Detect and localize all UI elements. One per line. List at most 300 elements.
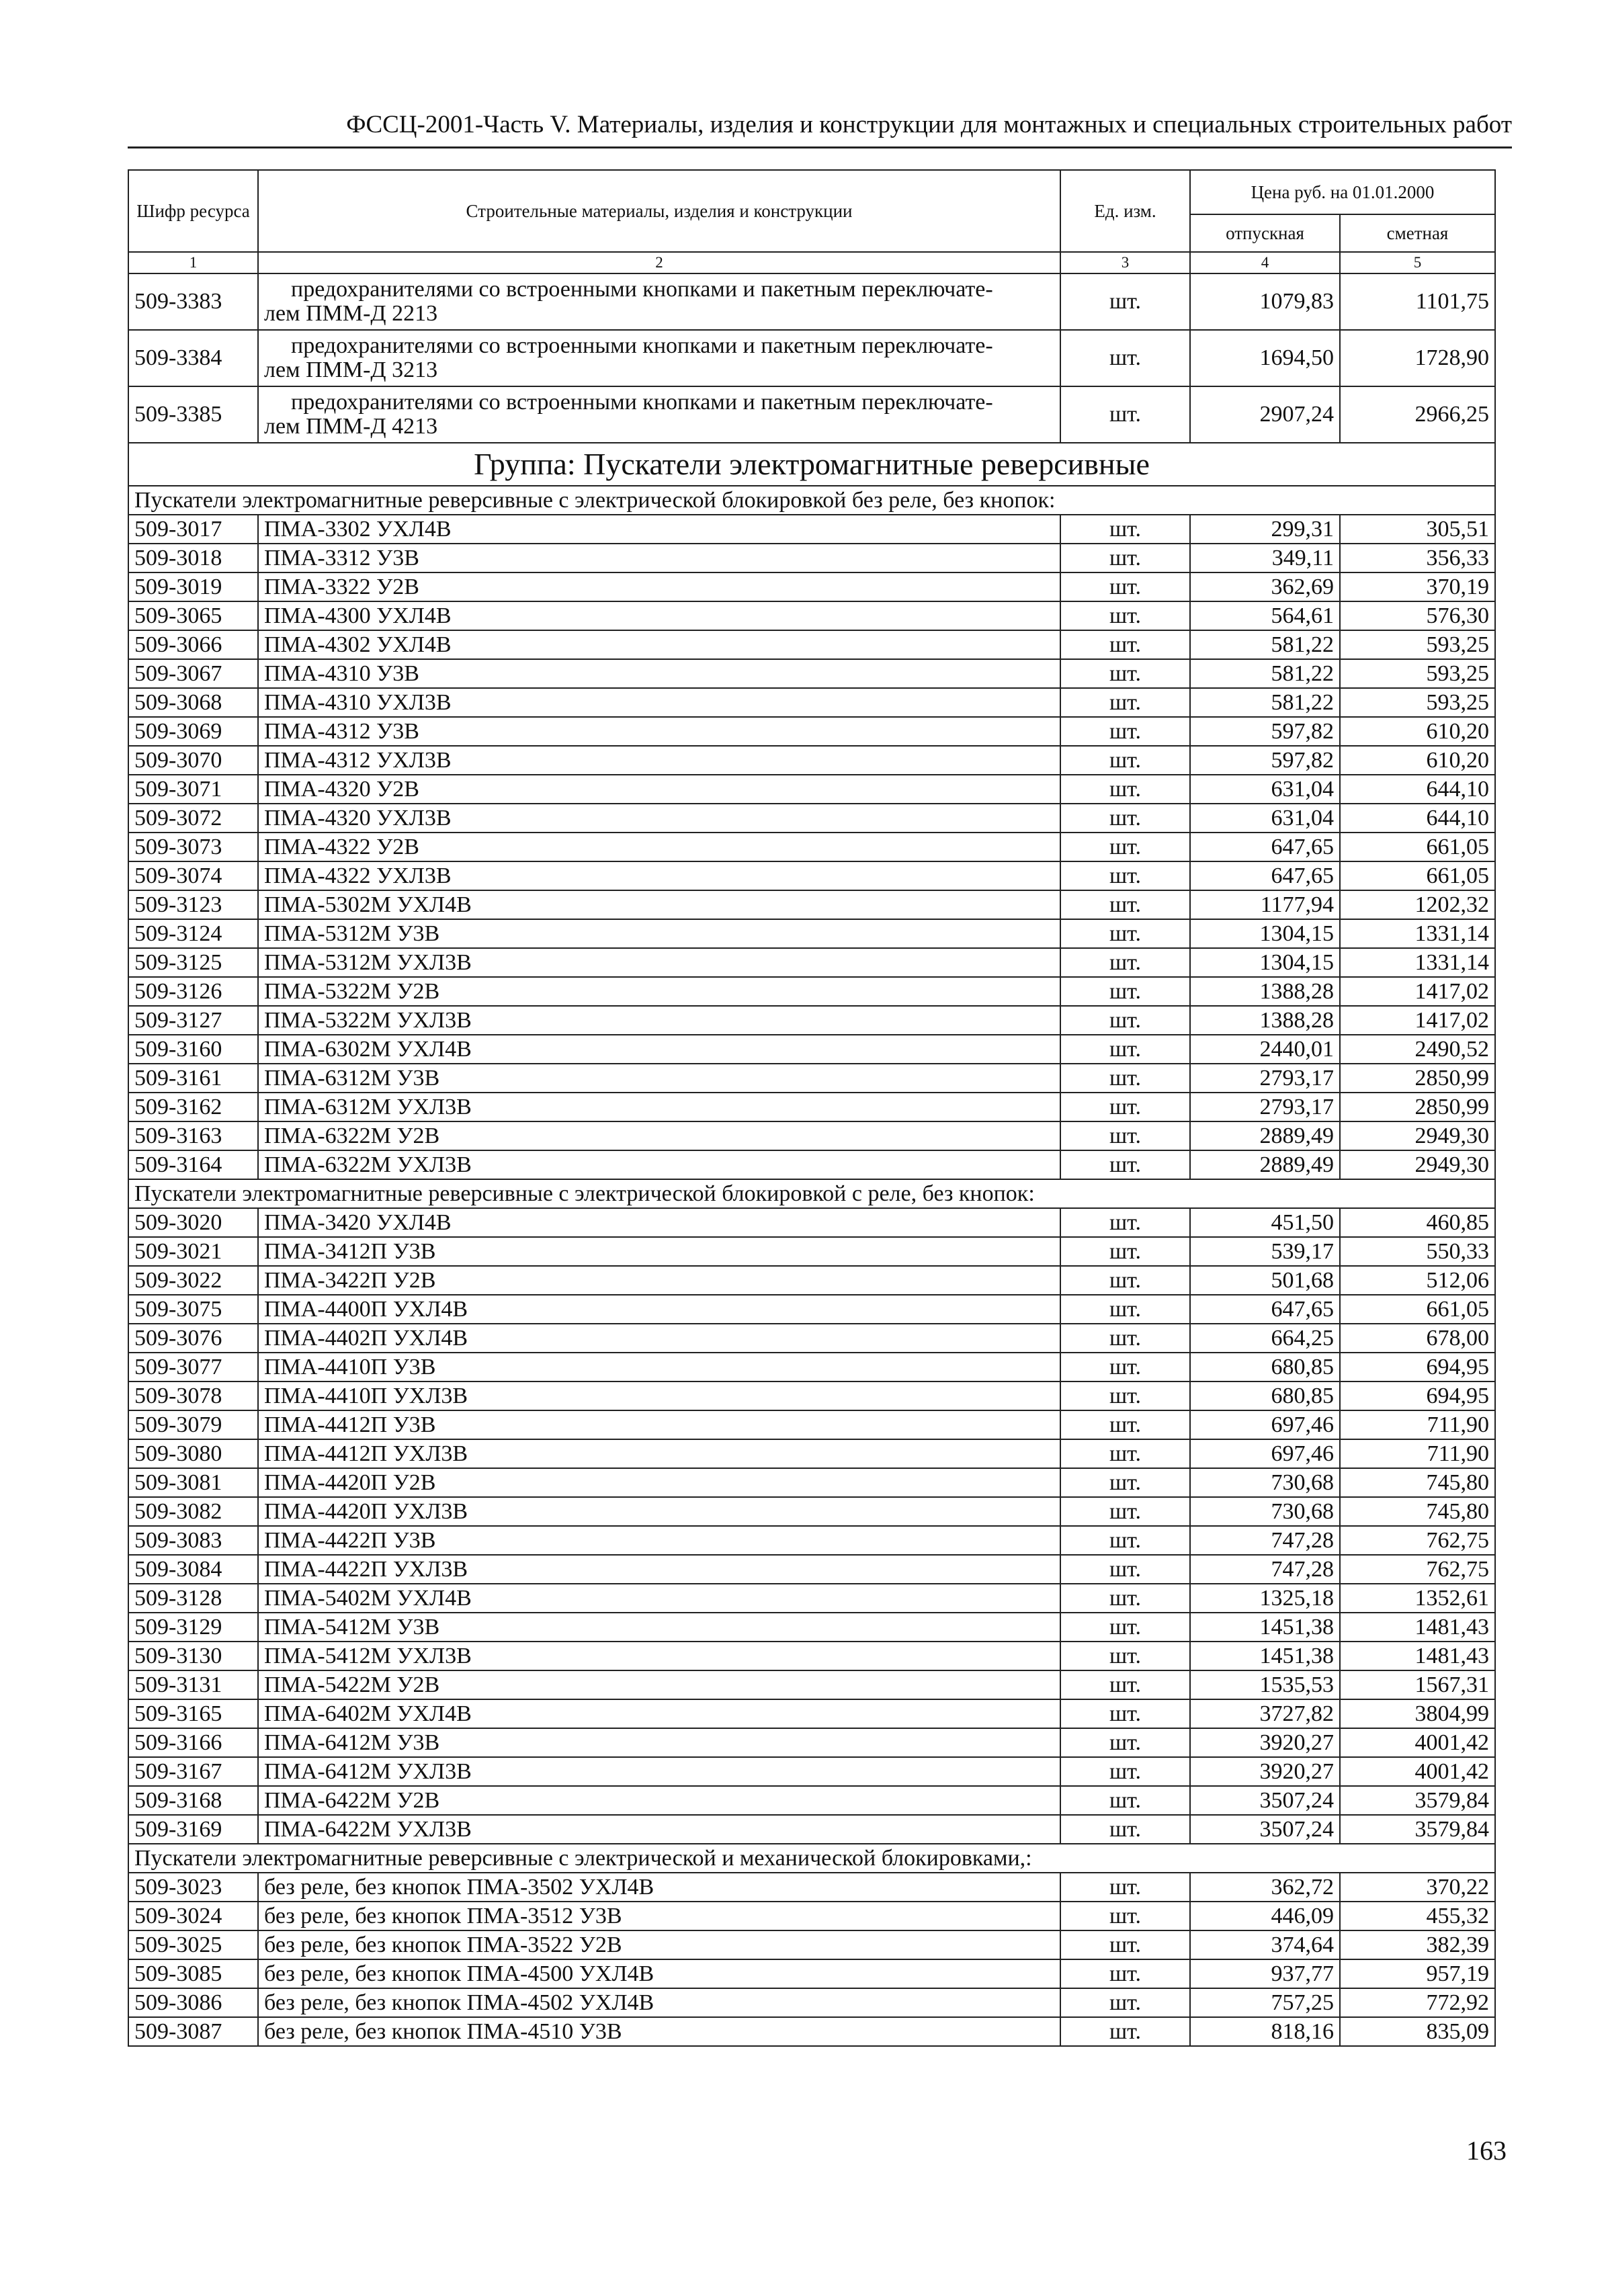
release-price: 446,09	[1190, 1902, 1340, 1930]
subgroup-row	[128, 1179, 1495, 1208]
estimate-price: 762,75	[1340, 1555, 1495, 1584]
release-price: 581,22	[1190, 630, 1340, 659]
table-row	[128, 688, 1495, 717]
subgroup-title: Пускатели электромагнитные реверсивные с электрической блокировкой с реле, без кнопок:	[128, 1179, 1495, 1208]
estimate-price: 3579,84	[1340, 1786, 1495, 1815]
material-name: ПМА-4312 У3В	[258, 717, 1060, 746]
unit: шт.	[1060, 1699, 1190, 1728]
release-price: 1325,18	[1190, 1584, 1340, 1613]
estimate-price: 455,32	[1340, 1902, 1495, 1930]
estimate-price: 576,30	[1340, 601, 1495, 630]
estimate-price: 694,95	[1340, 1381, 1495, 1410]
release-price: 747,28	[1190, 1526, 1340, 1555]
estimate-price: 957,19	[1340, 1959, 1495, 1988]
resource-code: 509-3018	[128, 544, 258, 572]
release-price: 1177,94	[1190, 890, 1340, 919]
unit: шт.	[1060, 977, 1190, 1006]
estimate-price: 1202,32	[1340, 890, 1495, 919]
material-name: ПМА-4410П УХЛ3В	[258, 1381, 1060, 1410]
running-header: ФССЦ-2001-Часть V. Материалы, изделия и конструкции для монтажных и специальных строительных работ	[128, 106, 1512, 148]
estimate-price: 1101,75	[1340, 273, 1495, 330]
release-price: 697,46	[1190, 1439, 1340, 1468]
col-number: 5	[1340, 252, 1495, 273]
material-name: без реле, без кнопок ПМА-3512 У3В	[258, 1902, 1060, 1930]
release-price: 451,50	[1190, 1208, 1340, 1237]
material-name: ПМА-3322 У2В	[258, 572, 1060, 601]
resource-code: 509-3082	[128, 1497, 258, 1526]
table-row	[128, 1584, 1495, 1613]
resource-code: 509-3084	[128, 1555, 258, 1584]
material-name: ПМА-4322 УХЛ3В	[258, 861, 1060, 890]
unit: шт.	[1060, 1815, 1190, 1844]
estimate-price: 3579,84	[1340, 1815, 1495, 1844]
material-name: ПМА-4422П УХЛ3В	[258, 1555, 1060, 1584]
material-name: ПМА-6322М У2В	[258, 1121, 1060, 1150]
material-name-line: лем ПММ-Д 3213	[264, 357, 438, 382]
estimate-price: 4001,42	[1340, 1728, 1495, 1757]
resource-code: 509-3067	[128, 659, 258, 688]
resource-code: 509-3077	[128, 1353, 258, 1381]
material-name: ПМА-4400П УХЛ4В	[258, 1295, 1060, 1324]
table-row	[128, 1064, 1495, 1093]
release-price: 3920,27	[1190, 1728, 1340, 1757]
unit: шт.	[1060, 1324, 1190, 1353]
estimate-price: 835,09	[1340, 2017, 1495, 2046]
estimate-price: 593,25	[1340, 630, 1495, 659]
estimate-price: 610,20	[1340, 717, 1495, 746]
material-name: ПМА-6312М У3В	[258, 1064, 1060, 1093]
release-price: 1388,28	[1190, 1006, 1340, 1035]
release-price: 597,82	[1190, 717, 1340, 746]
unit: шт.	[1060, 1468, 1190, 1497]
table-row	[128, 1035, 1495, 1064]
estimate-price: 370,22	[1340, 1873, 1495, 1902]
table-row	[128, 948, 1495, 977]
resource-code: 509-3074	[128, 861, 258, 890]
resource-code: 509-3081	[128, 1468, 258, 1497]
material-name: ПМА-4420П УХЛ3В	[258, 1497, 1060, 1526]
estimate-price: 678,00	[1340, 1324, 1495, 1353]
estimate-price: 644,10	[1340, 804, 1495, 833]
release-price: 1304,15	[1190, 919, 1340, 948]
unit: шт.	[1060, 1295, 1190, 1324]
material-name: без реле, без кнопок ПМА-3502 УХЛ4В	[258, 1873, 1060, 1902]
resource-code: 509-3025	[128, 1930, 258, 1959]
table-row	[128, 1642, 1495, 1670]
release-price: 3920,27	[1190, 1757, 1340, 1786]
estimate-price: 305,51	[1340, 515, 1495, 544]
unit: шт.	[1060, 1670, 1190, 1699]
material-name: ПМА-3420 УХЛ4В	[258, 1208, 1060, 1237]
unit: шт.	[1060, 1093, 1190, 1121]
resource-code: 509-3385	[128, 386, 258, 443]
unit: шт.	[1060, 833, 1190, 861]
release-price: 647,65	[1190, 833, 1340, 861]
table-row	[128, 890, 1495, 919]
estimate-price: 1417,02	[1340, 977, 1495, 1006]
table-row	[128, 717, 1495, 746]
table-row	[128, 630, 1495, 659]
material-name: ПМА-5412М УХЛ3В	[258, 1642, 1060, 1670]
estimate-price: 1481,43	[1340, 1613, 1495, 1642]
table-row	[128, 804, 1495, 833]
subgroup-row	[128, 1844, 1495, 1873]
unit: шт.	[1060, 1208, 1190, 1237]
release-price: 680,85	[1190, 1381, 1340, 1410]
release-price: 647,65	[1190, 1295, 1340, 1324]
estimate-price: 370,19	[1340, 572, 1495, 601]
release-price: 2907,24	[1190, 386, 1340, 443]
table-row	[128, 1670, 1495, 1699]
subgroup-title: Пускатели электромагнитные реверсивные с электрической и механической блокировками,:	[128, 1844, 1495, 1873]
release-price: 581,22	[1190, 688, 1340, 717]
material-name: ПМА-6312М УХЛ3В	[258, 1093, 1060, 1121]
unit: шт.	[1060, 1613, 1190, 1642]
resource-code: 509-3073	[128, 833, 258, 861]
table-row	[128, 1555, 1495, 1584]
col-number: 3	[1060, 252, 1190, 273]
material-name: ПМА-4310 У3В	[258, 659, 1060, 688]
resource-code: 509-3130	[128, 1642, 258, 1670]
col-number: 4	[1190, 252, 1340, 273]
unit: шт.	[1060, 601, 1190, 630]
material-name: ПМА-4410П У3В	[258, 1353, 1060, 1381]
material-name-line: лем ПММ-Д 4213	[264, 414, 438, 439]
material-name: ПМА-5412М У3В	[258, 1613, 1060, 1642]
col-header-unit: Ед. изм.	[1060, 170, 1190, 252]
unit: шт.	[1060, 1064, 1190, 1093]
resource-code: 509-3021	[128, 1237, 258, 1266]
table-row	[128, 1237, 1495, 1266]
release-price: 2889,49	[1190, 1150, 1340, 1179]
table-row	[128, 1613, 1495, 1642]
estimate-price: 1728,90	[1340, 330, 1495, 386]
material-name: ПМА-4310 УХЛ3В	[258, 688, 1060, 717]
release-price: 362,69	[1190, 572, 1340, 601]
subgroup-title: Пускатели электромагнитные реверсивные с электрической блокировкой без реле, без кнопок:	[128, 486, 1495, 515]
material-name-line: лем ПММ-Д 2213	[264, 301, 438, 326]
estimate-price: 772,92	[1340, 1988, 1495, 2017]
estimate-price: 356,33	[1340, 544, 1495, 572]
estimate-price: 1331,14	[1340, 948, 1495, 977]
resource-code: 509-3087	[128, 2017, 258, 2046]
unit: шт.	[1060, 1873, 1190, 1902]
estimate-price: 644,10	[1340, 775, 1495, 804]
resource-code: 509-3076	[128, 1324, 258, 1353]
table-row	[128, 1324, 1495, 1353]
estimate-price: 2966,25	[1340, 386, 1495, 443]
material-name-line: предохранителями со встроенными кнопками и пакетным переключате-	[291, 277, 993, 302]
material-name	[258, 330, 1060, 386]
group-row	[128, 443, 1495, 486]
release-price: 564,61	[1190, 601, 1340, 630]
release-price: 680,85	[1190, 1353, 1340, 1381]
estimate-price: 1331,14	[1340, 919, 1495, 948]
estimate-price: 1481,43	[1340, 1642, 1495, 1670]
material-name: ПМА-3302 УХЛ4В	[258, 515, 1060, 544]
material-name: ПМА-4312 УХЛ3В	[258, 746, 1060, 775]
material-name: ПМА-6302М УХЛ4В	[258, 1035, 1060, 1064]
unit: шт.	[1060, 659, 1190, 688]
unit: шт.	[1060, 919, 1190, 948]
resource-code: 509-3128	[128, 1584, 258, 1613]
material-name: ПМА-6402М УХЛ4В	[258, 1699, 1060, 1728]
table-row	[128, 1006, 1495, 1035]
table-row	[128, 1093, 1495, 1121]
resource-code: 509-3123	[128, 890, 258, 919]
resource-code: 509-3163	[128, 1121, 258, 1150]
release-price: 501,68	[1190, 1266, 1340, 1295]
resource-code: 509-3164	[128, 1150, 258, 1179]
release-price: 597,82	[1190, 746, 1340, 775]
estimate-price: 1567,31	[1340, 1670, 1495, 1699]
release-price: 730,68	[1190, 1497, 1340, 1526]
estimate-price: 2850,99	[1340, 1064, 1495, 1093]
unit: шт.	[1060, 717, 1190, 746]
table-row	[128, 601, 1495, 630]
release-price: 697,46	[1190, 1410, 1340, 1439]
material-name: ПМА-6422М У2В	[258, 1786, 1060, 1815]
estimate-price: 2490,52	[1340, 1035, 1495, 1064]
unit: шт.	[1060, 861, 1190, 890]
resource-code: 509-3126	[128, 977, 258, 1006]
col-number: 2	[258, 252, 1060, 273]
material-name: ПМА-4420П У2В	[258, 1468, 1060, 1497]
unit: шт.	[1060, 1381, 1190, 1410]
release-price: 730,68	[1190, 1468, 1340, 1497]
unit: шт.	[1060, 1584, 1190, 1613]
table-row	[128, 1266, 1495, 1295]
table-row	[128, 1699, 1495, 1728]
unit: шт.	[1060, 1526, 1190, 1555]
unit: шт.	[1060, 1555, 1190, 1584]
unit: шт.	[1060, 1439, 1190, 1468]
material-name: без реле, без кнопок ПМА-3522 У2В	[258, 1930, 1060, 1959]
material-name: ПМА-6322М УХЛ3В	[258, 1150, 1060, 1179]
resource-code: 509-3075	[128, 1295, 258, 1324]
unit: шт.	[1060, 1988, 1190, 2017]
col-header-price: Цена руб. на 01.01.2000	[1190, 170, 1495, 214]
table-row	[128, 572, 1495, 601]
table-row	[128, 977, 1495, 1006]
material-name: ПМА-4402П УХЛ4В	[258, 1324, 1060, 1353]
table-row	[128, 1410, 1495, 1439]
resource-code: 509-3069	[128, 717, 258, 746]
release-price: 1304,15	[1190, 948, 1340, 977]
unit: шт.	[1060, 572, 1190, 601]
unit: шт.	[1060, 273, 1190, 330]
resource-code: 509-3020	[128, 1208, 258, 1237]
material-name: ПМА-4320 УХЛ3В	[258, 804, 1060, 833]
table-row	[128, 1526, 1495, 1555]
subgroup-row	[128, 486, 1495, 515]
release-price: 747,28	[1190, 1555, 1340, 1584]
table-row	[128, 1208, 1495, 1237]
table-row	[128, 1295, 1495, 1324]
unit: шт.	[1060, 746, 1190, 775]
estimate-price: 1417,02	[1340, 1006, 1495, 1035]
material-name: ПМА-4422П У3В	[258, 1526, 1060, 1555]
unit: шт.	[1060, 688, 1190, 717]
table-row	[128, 1728, 1495, 1757]
unit: шт.	[1060, 1959, 1190, 1988]
resource-code: 509-3166	[128, 1728, 258, 1757]
resource-code: 509-3168	[128, 1786, 258, 1815]
unit: шт.	[1060, 1642, 1190, 1670]
estimate-price: 711,90	[1340, 1410, 1495, 1439]
table-row	[128, 1959, 1495, 1988]
resource-code: 509-3068	[128, 688, 258, 717]
unit: шт.	[1060, 630, 1190, 659]
unit: шт.	[1060, 890, 1190, 919]
estimate-price: 3804,99	[1340, 1699, 1495, 1728]
table-row	[128, 273, 1495, 330]
release-price: 2889,49	[1190, 1121, 1340, 1150]
material-name: ПМА-6422М УХЛ3В	[258, 1815, 1060, 1844]
material-name: ПМА-3412П У3В	[258, 1237, 1060, 1266]
material-name: ПМА-4322 У2В	[258, 833, 1060, 861]
table-row	[128, 2017, 1495, 2046]
release-price: 3507,24	[1190, 1815, 1340, 1844]
resource-code: 509-3017	[128, 515, 258, 544]
release-price: 3727,82	[1190, 1699, 1340, 1728]
table-row	[128, 1353, 1495, 1381]
release-price: 1451,38	[1190, 1613, 1340, 1642]
table-row	[128, 746, 1495, 775]
resource-code: 509-3384	[128, 330, 258, 386]
resource-code: 509-3086	[128, 1988, 258, 2017]
resource-code: 509-3127	[128, 1006, 258, 1035]
unit: шт.	[1060, 1497, 1190, 1526]
release-price: 2793,17	[1190, 1064, 1340, 1093]
estimate-price: 661,05	[1340, 861, 1495, 890]
material-name: без реле, без кнопок ПМА-4510 У3В	[258, 2017, 1060, 2046]
material-name: ПМА-4412П У3В	[258, 1410, 1060, 1439]
resource-code: 509-3065	[128, 601, 258, 630]
release-price: 299,31	[1190, 515, 1340, 544]
material-name: ПМА-6412М У3В	[258, 1728, 1060, 1757]
release-price: 349,11	[1190, 544, 1340, 572]
estimate-price: 593,25	[1340, 688, 1495, 717]
unit: шт.	[1060, 1410, 1190, 1439]
table-row	[128, 386, 1495, 443]
resource-code: 509-3070	[128, 746, 258, 775]
unit: шт.	[1060, 1786, 1190, 1815]
col-number: 1	[128, 252, 258, 273]
resource-code: 509-3080	[128, 1439, 258, 1468]
estimate-price: 711,90	[1340, 1439, 1495, 1468]
release-price: 2440,01	[1190, 1035, 1340, 1064]
unit: шт.	[1060, 804, 1190, 833]
table-row	[128, 1902, 1495, 1930]
resource-code: 509-3165	[128, 1699, 258, 1728]
estimate-price: 694,95	[1340, 1353, 1495, 1381]
material-name: без реле, без кнопок ПМА-4502 УХЛ4В	[258, 1988, 1060, 2017]
unit: шт.	[1060, 515, 1190, 544]
table-row	[128, 833, 1495, 861]
estimate-price: 745,80	[1340, 1468, 1495, 1497]
release-price: 1535,53	[1190, 1670, 1340, 1699]
table-row	[128, 1815, 1495, 1844]
table-row	[128, 1873, 1495, 1902]
release-price: 362,72	[1190, 1873, 1340, 1902]
unit: шт.	[1060, 544, 1190, 572]
release-price: 1694,50	[1190, 330, 1340, 386]
table-row	[128, 544, 1495, 572]
material-name: ПМА-4320 У2В	[258, 775, 1060, 804]
resource-code: 509-3078	[128, 1381, 258, 1410]
table-row	[128, 1497, 1495, 1526]
unit: шт.	[1060, 1237, 1190, 1266]
estimate-price: 762,75	[1340, 1526, 1495, 1555]
col-header-estimate: сметная	[1340, 214, 1495, 252]
resource-code: 509-3022	[128, 1266, 258, 1295]
estimate-price: 661,05	[1340, 1295, 1495, 1324]
release-price: 937,77	[1190, 1959, 1340, 1988]
table-row	[128, 1930, 1495, 1959]
release-price: 818,16	[1190, 2017, 1340, 2046]
material-name: ПМА-5322М УХЛ3В	[258, 1006, 1060, 1035]
release-price: 3507,24	[1190, 1786, 1340, 1815]
estimate-price: 2949,30	[1340, 1150, 1495, 1179]
material-name: ПМА-5312М УХЛ3В	[258, 948, 1060, 977]
unit: шт.	[1060, 1121, 1190, 1150]
table-row	[128, 919, 1495, 948]
material-name: ПМА-6412М УХЛ3В	[258, 1757, 1060, 1786]
material-name: ПМА-4412П УХЛ3В	[258, 1439, 1060, 1468]
table-row	[128, 1757, 1495, 1786]
resource-code: 509-3066	[128, 630, 258, 659]
group-title: Группа: Пускатели электромагнитные реверсивные	[128, 443, 1495, 486]
resource-code: 509-3083	[128, 1526, 258, 1555]
col-header-name: Строительные материалы, изделия и конструкции	[258, 170, 1060, 252]
unit: шт.	[1060, 1035, 1190, 1064]
estimate-price: 2850,99	[1340, 1093, 1495, 1121]
unit: шт.	[1060, 1930, 1190, 1959]
table-row	[128, 1121, 1495, 1150]
unit: шт.	[1060, 1757, 1190, 1786]
material-name: ПМА-5422М У2В	[258, 1670, 1060, 1699]
estimate-price: 610,20	[1340, 746, 1495, 775]
page-number: 163	[1466, 2135, 1507, 2166]
resource-code: 509-3383	[128, 273, 258, 330]
material-name: ПМА-4300 УХЛ4В	[258, 601, 1060, 630]
material-name: ПМА-4302 УХЛ4В	[258, 630, 1060, 659]
release-price: 581,22	[1190, 659, 1340, 688]
resource-code: 509-3131	[128, 1670, 258, 1699]
table-row	[128, 861, 1495, 890]
table-row	[128, 1468, 1495, 1497]
column-number-row	[128, 252, 1495, 273]
release-price: 1388,28	[1190, 977, 1340, 1006]
resource-code: 509-3129	[128, 1613, 258, 1642]
unit: шт.	[1060, 1266, 1190, 1295]
material-name: ПМА-5312М У3В	[258, 919, 1060, 948]
unit: шт.	[1060, 1728, 1190, 1757]
table-row	[128, 775, 1495, 804]
material-name	[258, 273, 1060, 330]
resource-code: 509-3125	[128, 948, 258, 977]
release-price: 664,25	[1190, 1324, 1340, 1353]
material-name-line: предохранителями со встроенными кнопками и пакетным переключате-	[291, 333, 993, 358]
resource-code: 509-3023	[128, 1873, 258, 1902]
table-row	[128, 330, 1495, 386]
table-row	[128, 1988, 1495, 2017]
estimate-price: 2949,30	[1340, 1121, 1495, 1150]
price-table	[128, 169, 1496, 2047]
estimate-price: 1352,61	[1340, 1584, 1495, 1613]
estimate-price: 460,85	[1340, 1208, 1495, 1237]
